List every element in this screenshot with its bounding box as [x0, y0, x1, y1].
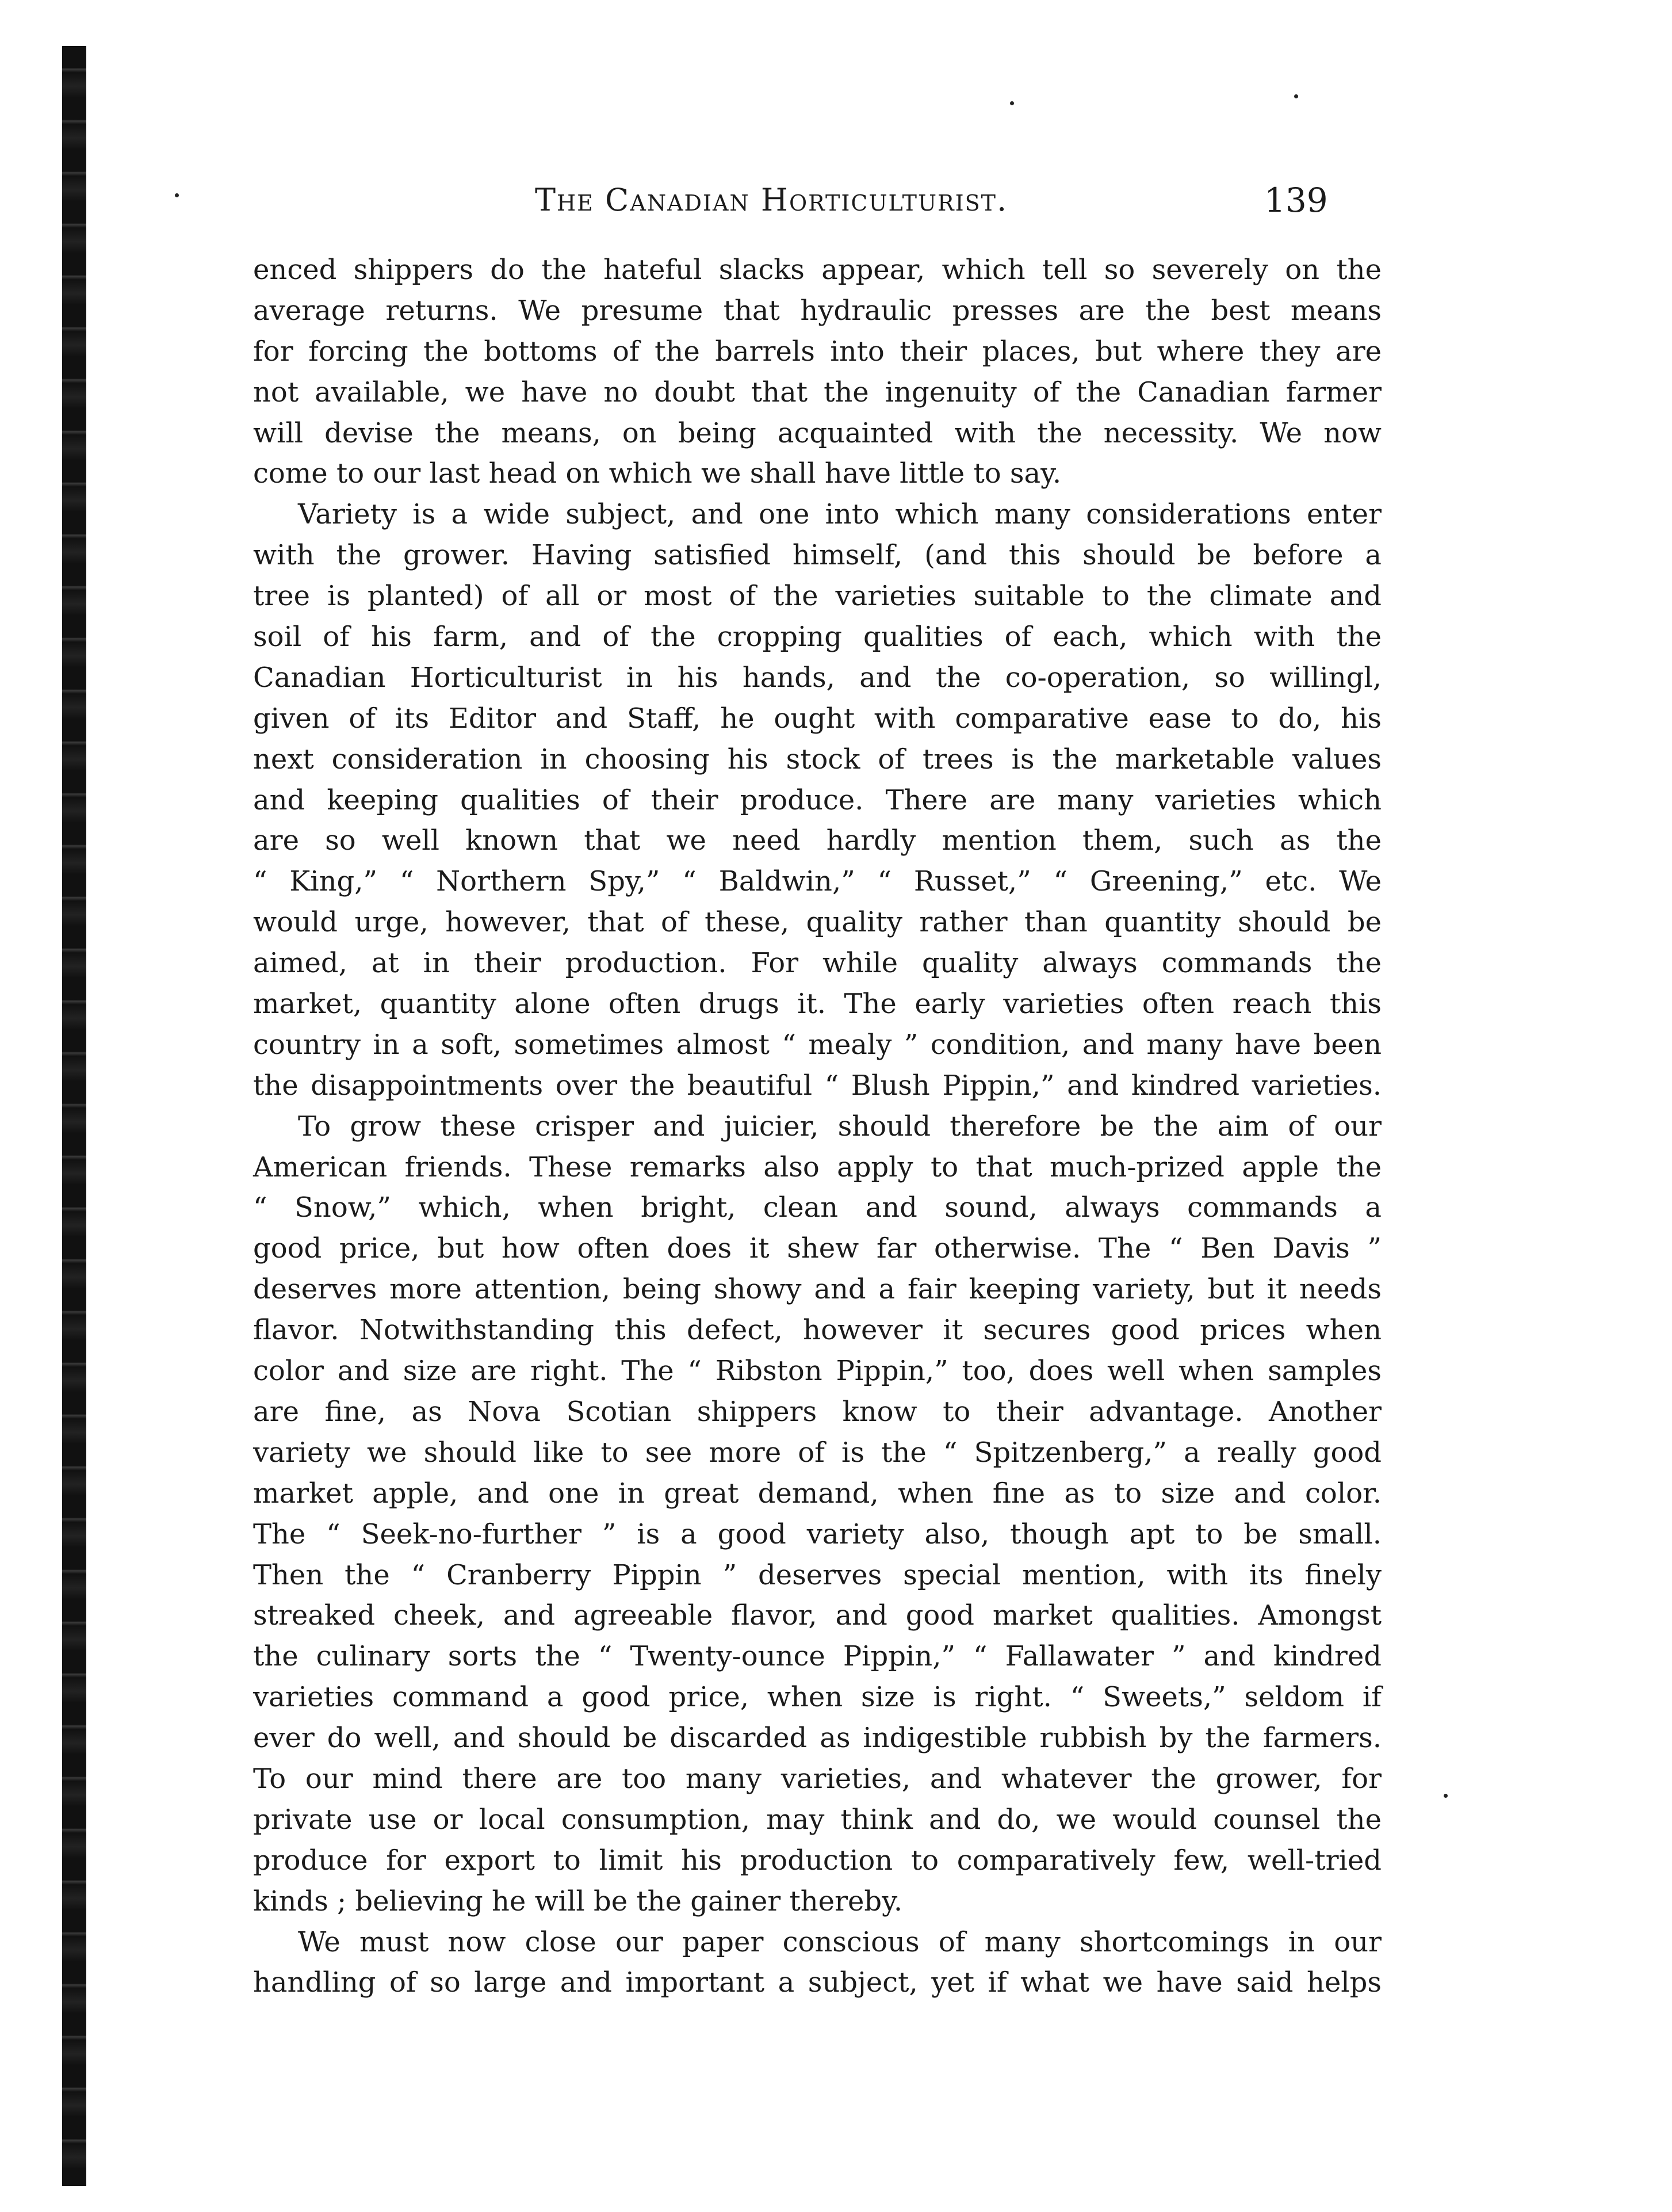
print-speck [1010, 101, 1014, 105]
page-number: 139 [1264, 181, 1328, 220]
text-line: and keeping qualities of their produce. There are many varieties which [253, 784, 1382, 816]
text-line: Then the “ Cranberry Pippin ” deserves special mention, with its finely [253, 1558, 1382, 1591]
text-line: not available, we have no doubt that the ingenuity of the Canadian farmer [253, 376, 1382, 408]
text-line: are so well known that we need hardly mention them, such as the [253, 824, 1382, 857]
paragraph-text [253, 1106, 1382, 1922]
text-line: with the grower. Having satisfied himself, (and this should be before a [253, 539, 1382, 572]
text-line: “ King,” “ Northern Spy,” “ Baldwin,” “ Russet,” “ Greening,” etc. We [253, 865, 1382, 898]
text-line: ever do well, and should be discarded as indigestible rubbish by the farmers. [253, 1722, 1382, 1755]
paragraph-closing [253, 1922, 1382, 2004]
text-line: varieties command a good price, when size is right. “ Sweets,” seldom if [253, 1681, 1382, 1714]
paragraph-shipping [253, 250, 1382, 494]
text-line: country in a soft, sometimes almost “ mealy ” condition, and many have been [253, 1028, 1382, 1061]
print-speck [1294, 94, 1298, 98]
text-line: good price, but how often does it shew far otherwise. The “ Ben Davis ” [253, 1232, 1382, 1265]
text-line: market apple, and one in great demand, when fine as to size and color. [253, 1477, 1382, 1510]
paragraph-crisper [253, 1106, 1382, 1922]
text-line: “ Snow,” which, when bright, clean and sound, always commands a [253, 1191, 1382, 1224]
text-line: would urge, however, that of these, quality rather than quantity should be [253, 906, 1382, 939]
text-line: To our mind there are too many varieties, and whatever the grower, for [253, 1762, 1382, 1795]
text-line: We must now close our paper conscious of many shortcomings in our [298, 1926, 1382, 1958]
text-line: variety we should like to see more of is the “ Spitzenberg,” a really good [253, 1436, 1382, 1469]
article-body [253, 250, 1382, 2003]
paragraph-text [253, 494, 1382, 1106]
text-line: for forcing the bottoms of the barrels into their places, but where they are [253, 335, 1382, 368]
text-line: streaked cheek, and agreeable flavor, and good market qualities. Amongst [253, 1599, 1382, 1632]
text-line: deserves more attention, being showy and a fair keeping variety, but it needs [253, 1273, 1382, 1306]
text-line: produce for export to limit his production to comparatively few, well-tried [253, 1844, 1382, 1877]
text-line: will devise the means, on being acquainted with the necessity. We now [253, 417, 1382, 449]
text-line: the disappointments over the beautiful “ Blush Pippin,” and kindred varieties. [253, 1069, 1382, 1102]
text-line: The “ Seek-no-further ” is a good variety also, though apt to be small. [253, 1518, 1382, 1550]
text-line: come to our last head on which we shall have little to say. [253, 457, 1062, 490]
text-line: average returns. We presume that hydraulic presses are the best means [253, 294, 1382, 327]
text-line: color and size are right. The “ Ribston Pippin,” too, does well when samples [253, 1355, 1382, 1388]
text-line: are fine, as Nova Scotian shippers know to their advantage. Another [253, 1395, 1382, 1428]
print-speck [175, 193, 179, 197]
text-line: American friends. These remarks also apply to that much-prized apple the [253, 1151, 1382, 1183]
text-line: handling of so large and important a subject, yet if what we have said helps [253, 1966, 1382, 1999]
running-title: The Canadian Horticulturist. [535, 182, 1008, 218]
paragraph-text [253, 1922, 1382, 2004]
text-line: enced shippers do the hateful slacks appear, which tell so severely on the [253, 254, 1382, 286]
text-line: tree is planted) of all or most of the varieties suitable to the climate and [253, 580, 1382, 613]
text-line: next consideration in choosing his stock of trees is the marketable values [253, 743, 1382, 775]
text-line: kinds ; believing he will be the gainer thereby. [253, 1885, 903, 1917]
text-line: market, quantity alone often drugs it. The early varieties often reach this [253, 988, 1382, 1021]
text-line: flavor. Notwithstanding this defect, however it secures good prices when [253, 1314, 1382, 1347]
text-line: the culinary sorts the “ Twenty-ounce Pippin,” “ Fallawater ” and kindred [253, 1640, 1382, 1673]
text-line: Variety is a wide subject, and one into which many considerations enter [298, 498, 1382, 531]
binding-edge [62, 46, 86, 2186]
text-line: To grow these crisper and juicier, should therefore be the aim of our [298, 1110, 1382, 1143]
paragraph-text [253, 250, 1382, 494]
text-line: aimed, at in their production. For while quality always commands the [253, 947, 1382, 980]
paragraph-variety [253, 494, 1382, 1106]
text-line: soil of his farm, and of the cropping qualities of each, which with the [253, 621, 1382, 654]
print-speck [1444, 1794, 1448, 1798]
page-header [242, 182, 1392, 222]
text-line: private use or local consumption, may think and do, we would counsel the [253, 1803, 1382, 1836]
text-line: Canadian Horticulturist in his hands, and the co-operation, so willingl, [253, 661, 1382, 694]
text-line: given of its Editor and Staff, he ought with comparative ease to do, his [253, 702, 1382, 735]
